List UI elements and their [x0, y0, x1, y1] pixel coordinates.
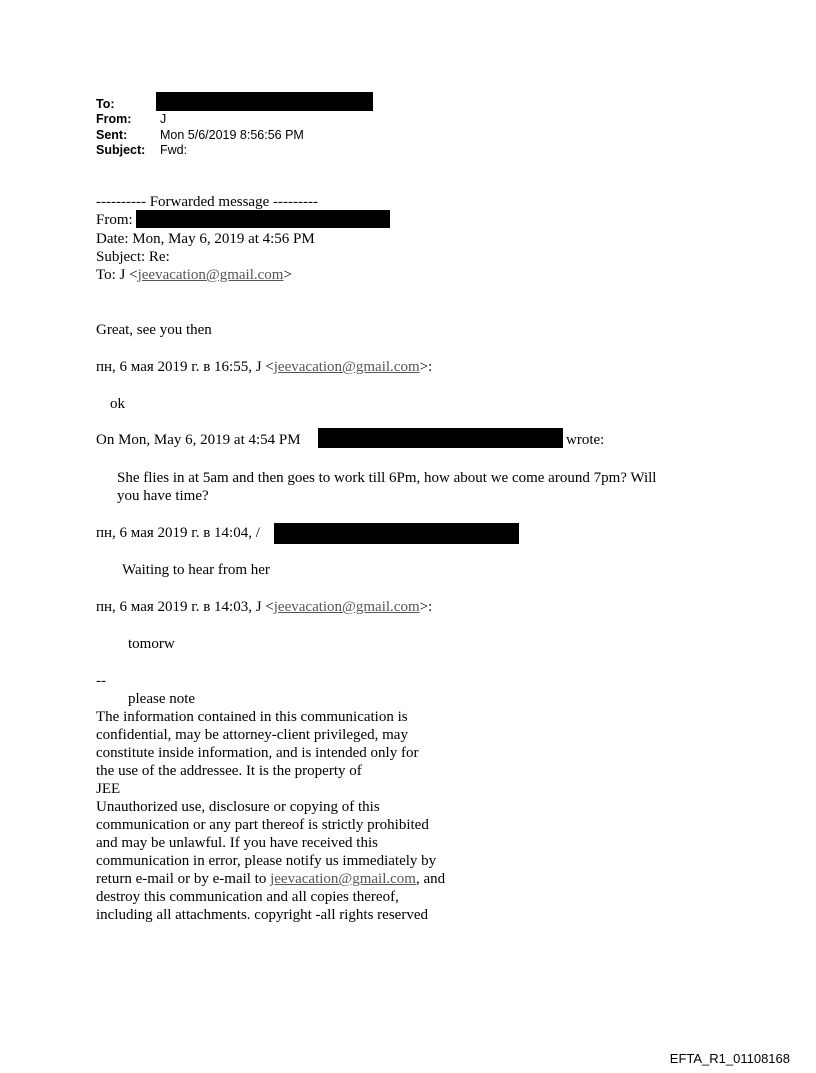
redaction-quote-2-sender — [318, 428, 563, 448]
quote-header-4 — [96, 598, 432, 616]
disclaimer-line: The information contained in this communication is — [96, 709, 408, 725]
disclaimer-line: constitute inside information, and is intended only for — [96, 745, 419, 761]
signature-dashes: -- — [96, 673, 106, 689]
disclaimer-line: confidential, may be attorney-client privileged, may — [96, 727, 408, 743]
disclaimer-line: Unauthorized use, disclosure or copying of this — [96, 799, 380, 815]
redaction-quote-3-sender — [274, 523, 519, 544]
disclaimer-line: the use of the addressee. It is the property of — [96, 763, 362, 779]
forwarded-to-suffix: > — [283, 267, 292, 283]
subject-label: Subject: — [96, 143, 146, 157]
from-value: J — [160, 112, 167, 126]
redaction-forwarded-from — [136, 210, 390, 228]
from-label: From: — [96, 112, 132, 126]
forwarded-subject: Subject: Re: — [96, 249, 170, 265]
forwarded-from-label: From: — [96, 212, 133, 228]
reply-she-flies-line-1: She flies in at 5am and then goes to work till 6Pm, how about we come around 7pm? Will — [117, 470, 657, 486]
sent-label: Sent: — [96, 128, 128, 142]
disclaimer-line: communication or any part thereof is strictly prohibited — [96, 817, 429, 833]
disclaimer-email-link[interactable]: jeevacation@gmail.com — [270, 871, 416, 887]
quote-header-1-prefix: пн, 6 мая 2019 г. в 16:55, J < — [96, 359, 274, 375]
sent-value: Mon 5/6/2019 8:56:56 PM — [160, 128, 304, 142]
document-id: EFTA_R1_01108168 — [669, 1051, 790, 1066]
disclaimer-line: and may be unlawful. If you have received this — [96, 835, 378, 851]
subject-value: Fwd: — [160, 143, 188, 157]
quote-header-4-email-link[interactable]: jeevacation@gmail.com — [273, 599, 420, 615]
disclaimer-email-prefix: return e-mail or by e-mail to — [96, 871, 271, 887]
disclaimer-line: destroy this communication and all copies thereof, — [96, 889, 399, 905]
quote-header-4-suffix: >: — [419, 599, 433, 615]
quote-header-2-prefix: On Mon, May 6, 2019 at 4:54 PM — [96, 432, 301, 448]
forwarded-to — [96, 266, 292, 284]
disclaimer-email-suffix: , and — [415, 871, 446, 887]
disclaimer-line: including all attachments. copyright -all rights reserved — [96, 907, 428, 923]
quote-header-2-suffix: wrote: — [566, 432, 605, 448]
to-label: To: — [96, 97, 115, 111]
forwarded-date: Date: Mon, May 6, 2019 at 4:56 PM — [96, 231, 315, 247]
redaction-to — [156, 92, 373, 111]
quote-header-4-prefix: пн, 6 мая 2019 г. в 14:03, J < — [96, 599, 274, 615]
quote-header-3-prefix: пн, 6 мая 2019 г. в 14:04, / — [96, 525, 260, 541]
forwarded-divider: ---------- Forwarded message --------- — [96, 194, 318, 210]
reply-tomorw: tomorw — [128, 636, 175, 652]
signature-note: please note — [128, 691, 196, 707]
reply-she-flies-line-2: you have time? — [117, 488, 209, 504]
forwarded-to-prefix: To: J < — [96, 267, 138, 283]
disclaimer-line: communication in error, please notify us immediately by — [96, 853, 437, 869]
disclaimer-line-email — [96, 870, 445, 888]
quote-header-1 — [96, 358, 432, 376]
quote-header-1-suffix: >: — [419, 359, 433, 375]
reply-waiting: Waiting to hear from her — [122, 562, 270, 578]
disclaimer-line: JEE — [96, 781, 121, 797]
reply-great: Great, see you then — [96, 322, 212, 338]
forwarded-to-email-link[interactable]: jeevacation@gmail.com — [137, 267, 284, 283]
quote-header-1-email-link[interactable]: jeevacation@gmail.com — [273, 359, 420, 375]
reply-ok: ok — [110, 396, 125, 412]
